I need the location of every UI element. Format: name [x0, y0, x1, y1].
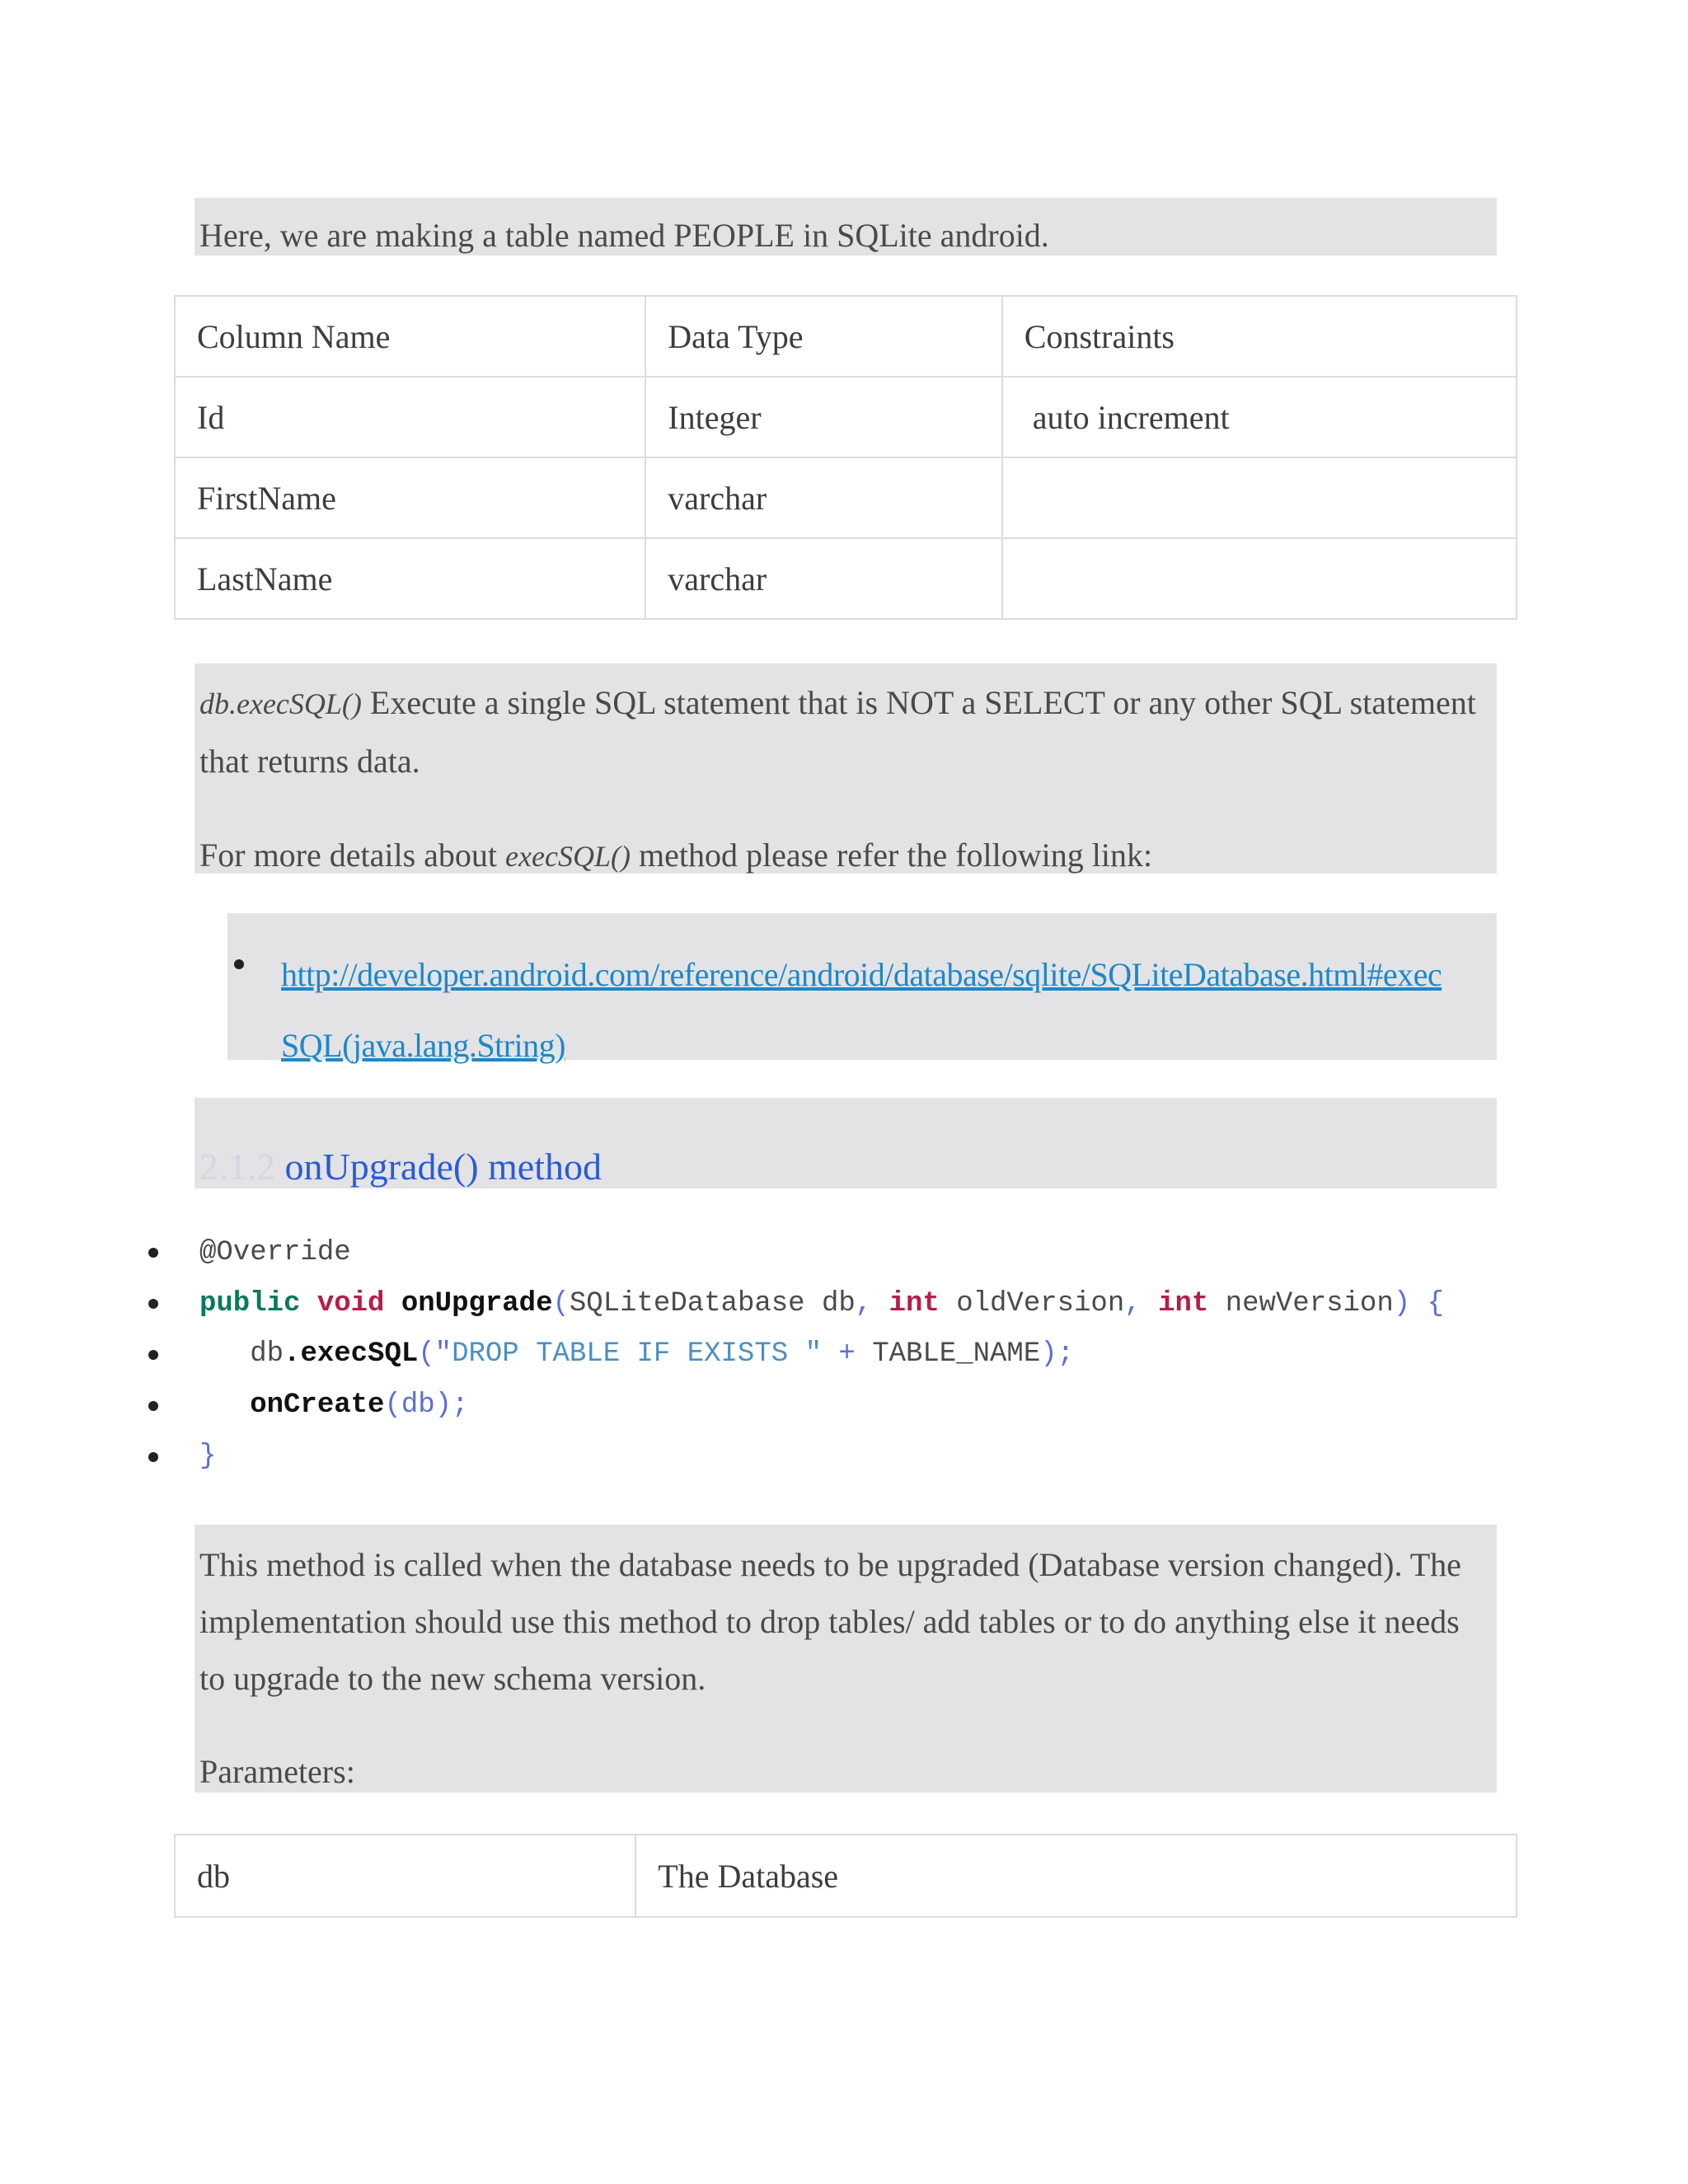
keyword-int: int: [1158, 1288, 1209, 1319]
section-number: 2.1.2: [199, 1146, 275, 1188]
table-row: [175, 457, 1517, 538]
section-heading: [199, 1142, 602, 1192]
code-line-close: [199, 1438, 216, 1474]
method-name: onUpgrade: [401, 1288, 553, 1319]
table-row: [175, 1835, 1517, 1917]
code-line-execsql: [199, 1336, 1074, 1372]
code-line-signature: [199, 1286, 1444, 1322]
keyword-void: void: [316, 1288, 385, 1319]
table-row: [175, 538, 1517, 619]
bullet-icon: [148, 1299, 158, 1309]
table-row: [175, 377, 1517, 457]
keyword-int: int: [889, 1288, 940, 1319]
cell-data-type: varchar: [645, 457, 1001, 538]
section-title: onUpgrade() method: [284, 1146, 602, 1188]
execsql-method-name: db.execSQL(): [199, 687, 362, 720]
cell-data-type: varchar: [645, 538, 1001, 619]
bullet-icon: [148, 1452, 158, 1462]
code-line-oncreate: [199, 1387, 468, 1423]
paren-brace: ) {: [1393, 1288, 1444, 1319]
header-constraints: Constraints: [1002, 296, 1517, 377]
cell-constraints: auto increment: [1002, 377, 1517, 457]
oncreate-args: (db);: [384, 1390, 469, 1421]
parameters-label: Parameters:: [199, 1753, 355, 1790]
param-db: SQLiteDatabase db: [569, 1288, 856, 1319]
cell-column-name: FirstName: [175, 457, 645, 538]
table-header-row: [175, 296, 1517, 377]
bullet-icon: [148, 1350, 158, 1360]
cell-column-name: LastName: [175, 538, 645, 619]
override-annotation: @Override: [199, 1237, 351, 1268]
execsql-description: [199, 674, 1485, 790]
string-close: ": [804, 1338, 822, 1370]
cell-column-name: Id: [175, 377, 645, 457]
param-new-version: newVersion: [1225, 1288, 1394, 1319]
execsql-details: [199, 832, 1485, 879]
intro-text: Here, we are making a table named PEOPLE in SQLite android.: [199, 217, 1049, 254]
string-open: (": [418, 1338, 452, 1370]
param-description: The Database: [635, 1835, 1517, 1917]
params-table: [174, 1834, 1517, 1918]
db-object: db: [250, 1338, 284, 1370]
details-suffix: method please refer the following link:: [638, 837, 1153, 874]
sql-string: DROP TABLE IF EXISTS: [452, 1338, 805, 1370]
details-prefix: For more details about: [199, 837, 498, 874]
comma: ,: [855, 1288, 873, 1319]
bullet-icon: [148, 1401, 158, 1411]
oncreate-call: onCreate: [250, 1390, 385, 1421]
people-table: [174, 295, 1517, 620]
cell-constraints: [1002, 538, 1517, 619]
bullet-icon: [148, 1248, 158, 1258]
sqlite-docs-link[interactable]: [281, 940, 1484, 1081]
execsql-description-text: Execute a single SQL statement that is NOT a SELECT or any other SQL statement that returns data.: [199, 684, 1476, 780]
param-old-version: oldVersion: [956, 1288, 1125, 1319]
header-data-type: Data Type: [645, 296, 1001, 377]
execsql-call: execSQL: [300, 1338, 419, 1370]
close-semicolon: );: [1040, 1338, 1075, 1370]
link-line-2: SQL(java.lang.String): [281, 1027, 565, 1064]
table-name-constant: TABLE_NAME: [872, 1338, 1041, 1370]
details-method: execSQL(): [505, 840, 631, 873]
paren-open: (: [552, 1288, 570, 1319]
keyword-public: public: [199, 1288, 301, 1319]
param-name: db: [175, 1835, 635, 1917]
comma: ,: [1124, 1288, 1142, 1319]
bullet-icon: [234, 959, 244, 969]
header-column-name: Column Name: [175, 296, 645, 377]
cell-data-type: Integer: [645, 377, 1001, 457]
cell-constraints: [1002, 457, 1517, 538]
code-line-override: [199, 1235, 351, 1271]
dot: .: [284, 1338, 301, 1370]
link-line-1: http://developer.android.com/reference/android/database/sqlite/SQLiteDatabase.html#exec: [281, 956, 1442, 993]
plus-operator: +: [838, 1338, 856, 1370]
onupgrade-description: This method is called when the database needs to be upgraded (Database version changed). The implementation should use this method to drop tables/ add tables or to do anything else it needs to upgrade to the new schema version.: [199, 1546, 1461, 1697]
close-brace: }: [199, 1441, 217, 1472]
